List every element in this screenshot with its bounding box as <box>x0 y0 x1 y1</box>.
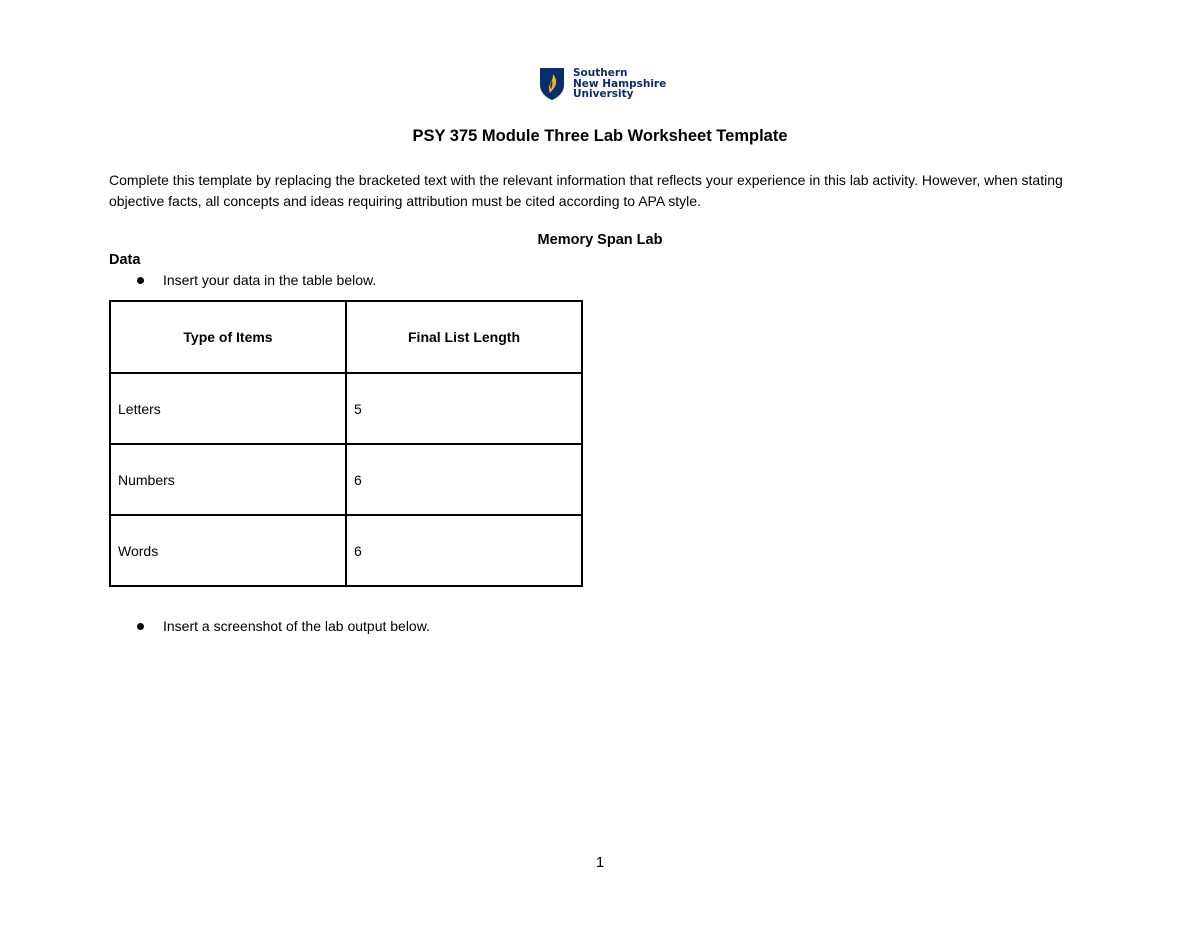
column-header-final-list-length: Final List Length <box>346 301 582 373</box>
logo-line-1: Southern <box>573 67 628 80</box>
university-logo <box>539 66 666 102</box>
bullet-dot-icon <box>137 277 144 284</box>
intro-paragraph: Complete this template by replacing the bracketed text with the relevant information that reflects your experience in this lab activity. However, when stating objective facts, all concepts and ideas requiring attribution must be cited according to APA style. <box>109 172 1063 209</box>
section-heading: Memory Span Lab <box>537 232 663 248</box>
table-header-row <box>110 301 582 373</box>
bullet-text: Insert your data in the table below. <box>163 272 377 288</box>
logo-wordmark <box>573 68 666 100</box>
table-cell-length[interactable]: 6 <box>346 515 582 586</box>
table-row <box>110 373 582 444</box>
bullet-dot-icon <box>137 623 144 630</box>
page-number: 1 <box>595 854 605 871</box>
table-cell-type[interactable]: Words <box>110 515 346 586</box>
document-title: PSY 375 Module Three Lab Worksheet Template <box>412 127 788 145</box>
shield-flame-icon <box>539 67 565 101</box>
column-header-type-of-items: Type of Items <box>110 301 346 373</box>
table-row <box>110 444 582 515</box>
bullet-item-insert-screenshot <box>137 618 430 634</box>
logo-line-2: New Hampshire <box>573 77 667 90</box>
table-cell-length[interactable]: 5 <box>346 373 582 444</box>
logo-line-3: University <box>573 88 634 101</box>
table-cell-type[interactable]: Numbers <box>110 444 346 515</box>
table-cell-type[interactable]: Letters <box>110 373 346 444</box>
table-cell-length[interactable]: 6 <box>346 444 582 515</box>
data-table <box>109 300 583 587</box>
table-row <box>110 515 582 586</box>
bullet-text: Insert a screenshot of the lab output below. <box>163 618 430 634</box>
data-heading: Data <box>109 252 141 268</box>
bullet-item-insert-data <box>137 272 376 288</box>
